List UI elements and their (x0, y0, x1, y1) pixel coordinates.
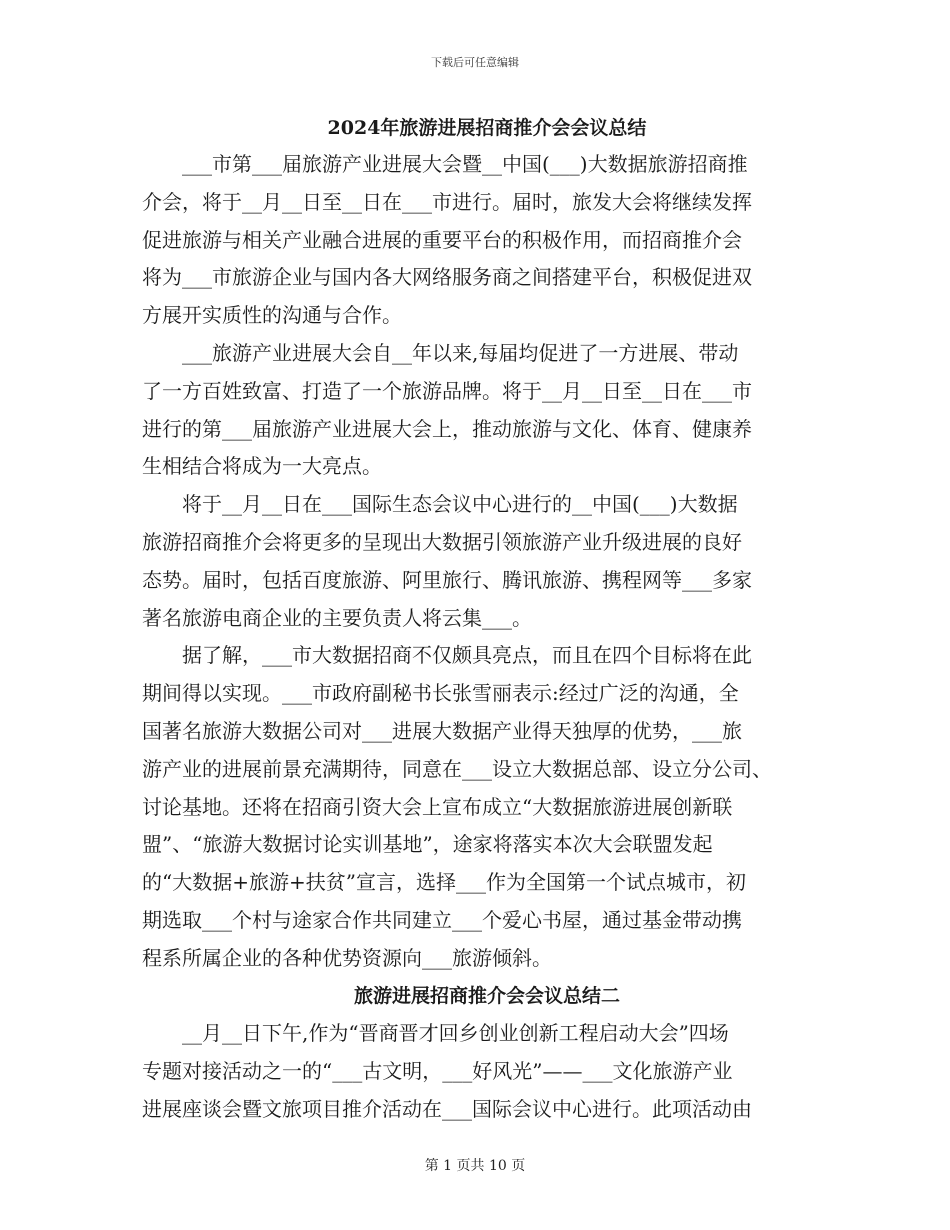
paragraph-line: 方展开实质性的沟通与合作。 (142, 303, 402, 328)
paragraph-line: 程系所属企业的各种优势资源向___旅游倾斜。 (142, 945, 552, 970)
paragraph-line: 了一方百姓致富、打造了一个旅游品牌。将于__月__日至__日在___市 (142, 378, 752, 403)
paragraph-line: 据了解，___市大数据招商不仅颇具亮点，而且在四个目标将在此 (182, 643, 752, 668)
paragraph-line: 介会，将于__月__日至__日在___市进行。届时，旅发大会将继续发挥 (142, 189, 752, 214)
paragraph-line: 促进旅游与相关产业融合进展的重要平台的积极作用，而招商推介会 (142, 227, 742, 252)
section-2-paragraph-list (142, 1015, 832, 1128)
page-header-watermark: 下载后可任意编辑 (431, 56, 519, 69)
paragraph-line: ___市第___届旅游产业进展大会暨__中国(___)大数据旅游招商推 (182, 152, 748, 176)
paragraph-line: 进行的第___届旅游产业进展大会上，推动旅游与文化、体育、健康养 (142, 416, 752, 441)
paragraph-line: ___旅游产业进展大会自__年以来,每届均促进了一方进展、带动 (182, 340, 739, 365)
paragraph-line: 游产业的进展前景充满期待，同意在___设立大数据总部、设立分公司、 (142, 756, 772, 781)
paragraph-line: 的“大数据+旅游+扶贫”宣言，选择___作为全国第一个试点城市，初 (142, 870, 746, 895)
paragraph-line: 态势。届时，包括百度旅游、阿里旅行、腾讯旅游、携程网等___多家 (142, 567, 752, 592)
paragraph-line: 期间得以实现。___市政府副秘书长张雪丽表示:经过广泛的沟通，全 (142, 681, 739, 706)
document-title: 2024年旅游进展招商推介会会议总结 (327, 117, 647, 139)
paragraph-line: __月__日下午,作为“晋商晋才回乡创业创新工程启动大会”四场 (182, 1021, 729, 1046)
paragraph (142, 486, 832, 637)
paragraph-line: 进展座谈会暨文旅项目推介活动在___国际会议中心进行。此项活动由 (142, 1096, 752, 1121)
section-2-title: 旅游进展招商推介会会议总结二 (353, 984, 620, 1007)
paragraph (142, 637, 832, 977)
paragraph-line: 生相结合将成为一大亮点。 (142, 454, 382, 479)
paragraph-line: 旅游招商推介会将更多的呈现出大数据引领旅游产业升级进展的良好 (142, 529, 742, 554)
paragraph (142, 146, 832, 335)
paragraph-line: 专题对接活动之一的“___古文明，___好风光”——___文化旅游产业 (142, 1059, 733, 1084)
paragraph (142, 335, 832, 486)
paragraph-line: 将于__月__日在___国际生态会议中心进行的__中国(___)大数据 (182, 492, 738, 517)
paragraph-line: 讨论基地。还将在招商引资大会上宣布成立“大数据旅游进展创新联 (142, 794, 733, 819)
paragraph (142, 1015, 832, 1128)
paragraph-line: 将为___市旅游企业与国内各大网络服务商之间搭建平台，积极促进双 (142, 265, 752, 290)
paragraph-line: 国著名旅游大数据公司对___进展大数据产业得天独厚的优势，___旅 (142, 718, 742, 743)
paragraph-line: 盟”、“旅游大数据讨论实训基地”，途家将落实本次大会联盟发起 (142, 832, 713, 857)
paragraph-line: 期选取___个村与途家合作共同建立___个爱心书屋，通过基金带动携 (142, 907, 742, 932)
paragraph-line: 著名旅游电商企业的主要负责人将云集___。 (142, 605, 532, 630)
page-number-footer: 第 1 页共 10 页 (424, 1158, 526, 1174)
document-body (142, 110, 832, 1129)
paragraph-list (142, 146, 832, 978)
